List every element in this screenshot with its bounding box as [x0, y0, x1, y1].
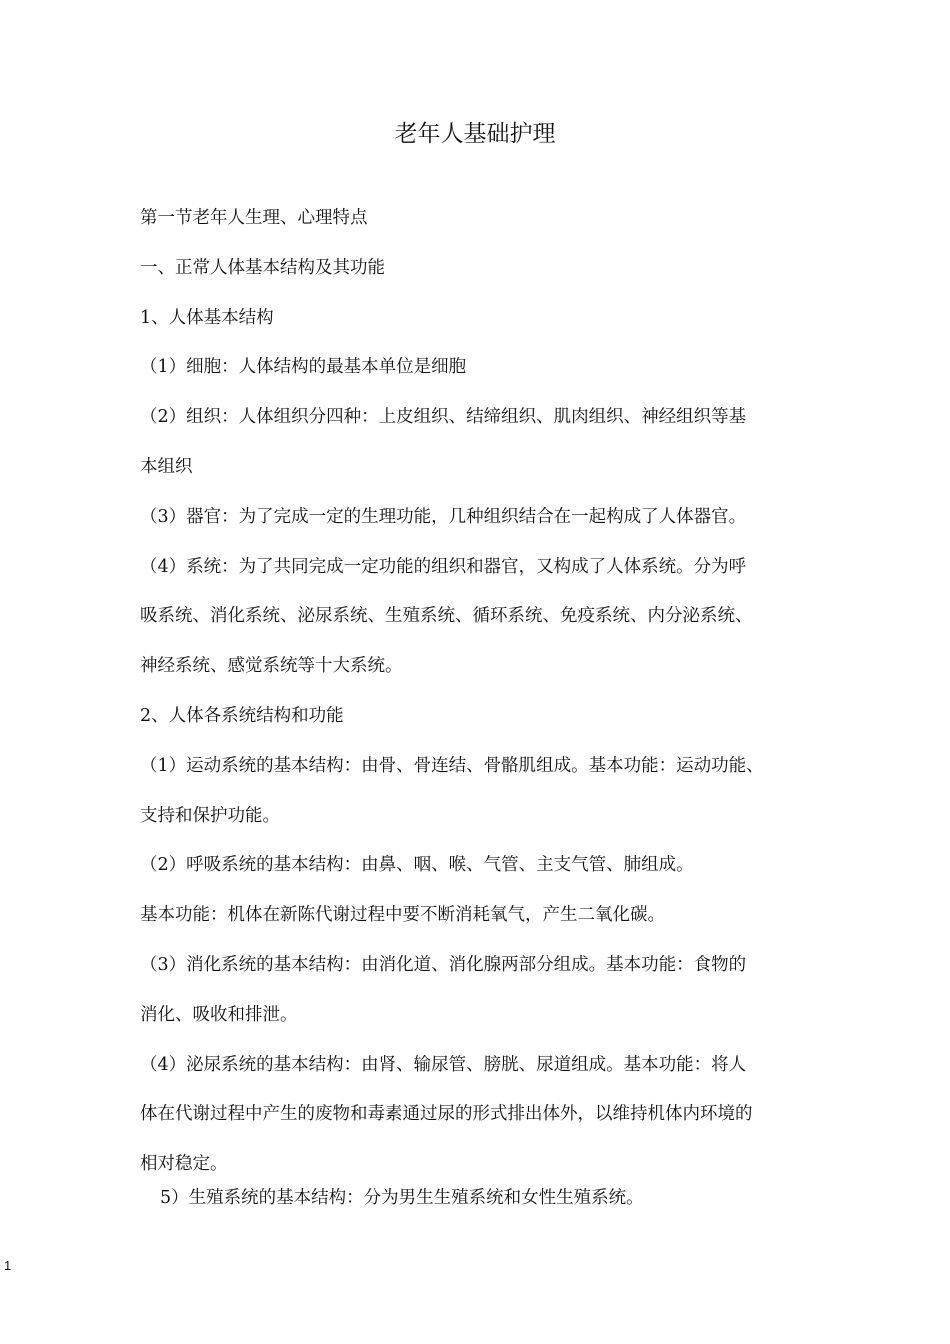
- paragraph-line: （1）细胞：人体结构的最基本单位是细胞: [140, 357, 467, 378]
- paragraph-line: （4）系统：为了共同完成一定功能的组织和器官，又构成了人体系统。分为呼: [140, 556, 747, 577]
- page-number: 1: [4, 1258, 12, 1273]
- paragraph-line: 神经系统、感觉系统等十大系统。: [140, 656, 403, 677]
- paragraph-line: 本组织: [140, 456, 193, 477]
- paragraph-line: 消化、吸收和排泄。: [140, 1004, 298, 1025]
- paragraph-line: （2）组织：人体组织分四种：上皮组织、结缔组织、肌肉组织、神经组织等基: [140, 407, 747, 428]
- subsection-heading: 一、正常人体基本结构及其功能: [140, 257, 385, 278]
- page-title: 老年人基础护理: [394, 121, 556, 147]
- subsection-heading: 1、人体基本结构: [140, 307, 274, 328]
- paragraph-line: 支持和保护功能。: [140, 805, 280, 826]
- paragraph-line: 相对稳定。: [140, 1154, 228, 1175]
- paragraph-line: （2）呼吸系统的基本结构：由鼻、咽、喉、气管、主支气管、肺组成。: [140, 855, 694, 876]
- paragraph-line: （4）泌尿系统的基本结构：由肾、输尿管、膀胱、尿道组成。基本功能：将人: [140, 1054, 747, 1075]
- paragraph-line: 体在代谢过程中产生的废物和毒素通过尿的形式排出体外，以维持机体内环境的: [140, 1104, 753, 1125]
- document-body: [140, 202, 812, 1232]
- section-heading: 第一节老年人生理、心理特点: [140, 208, 368, 228]
- subsection-heading: 2、人体各系统结构和功能: [140, 705, 344, 726]
- paragraph-line: 吸系统、消化系统、泌尿系统、生殖系统、循环系统、免疫系统、内分泌系统、: [140, 606, 753, 627]
- paragraph-line: （3）消化系统的基本结构：由消化道、消化腺两部分组成。基本功能：食物的: [140, 954, 747, 975]
- paragraph-line: 5）生殖系统的基本结构：分为男生生殖系统和女性生殖系统。: [160, 1188, 644, 1209]
- paragraph-line: （1）运动系统的基本结构：由骨、骨连结、骨骼肌组成。基本功能：运动功能、: [140, 755, 764, 776]
- paragraph-line: 基本功能：机体在新陈代谢过程中要不断消耗氧气，产生二氧化碳。: [140, 905, 665, 926]
- paragraph-line: （3）器官：为了完成一定的生理功能，几种组织结合在一起构成了人体器官。: [140, 506, 747, 527]
